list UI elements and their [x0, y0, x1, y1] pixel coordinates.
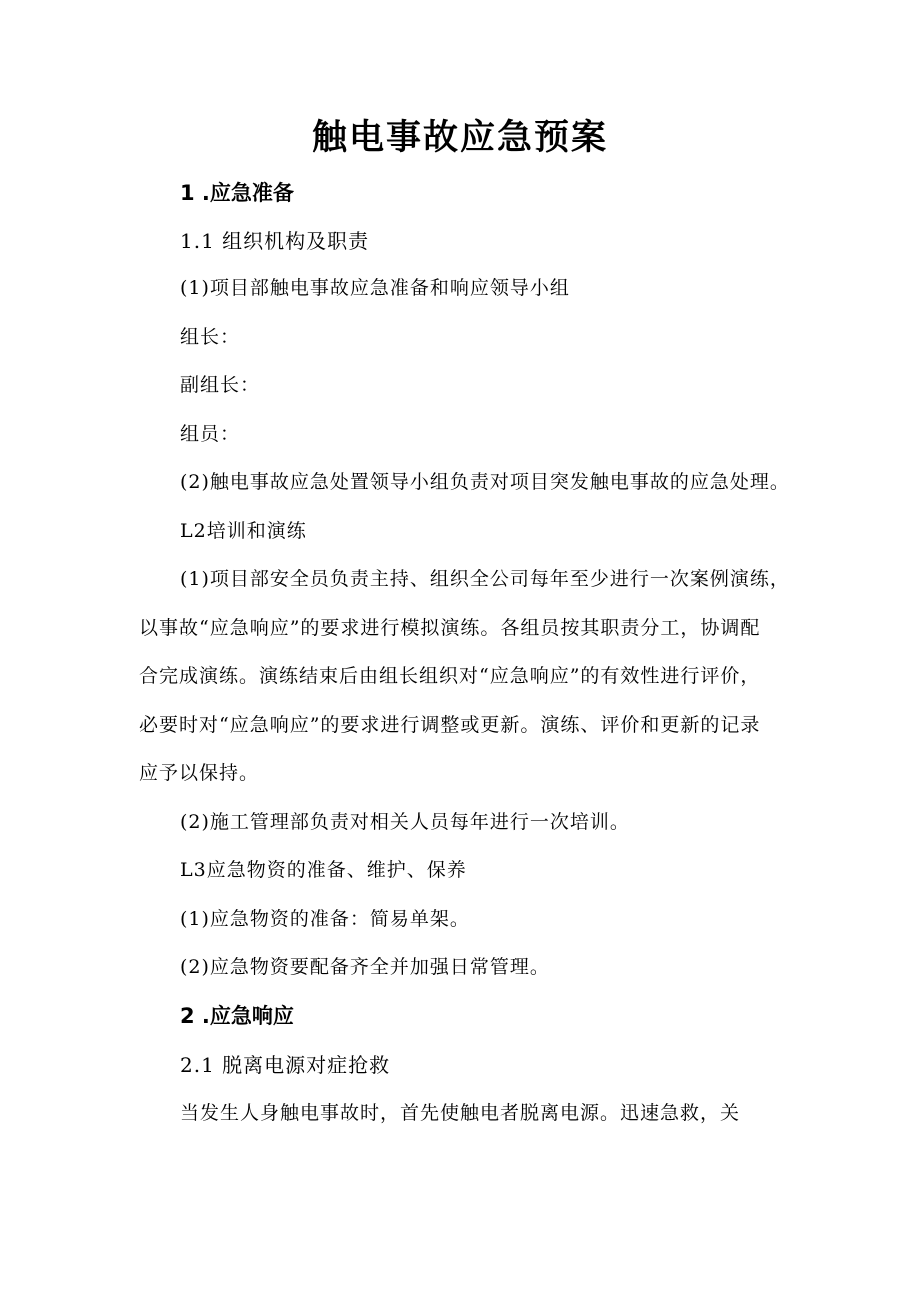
subsection-heading-1-2: L2培训和演练 — [180, 520, 307, 542]
section-heading-2: 2 .应急响应 — [180, 1004, 294, 1028]
section-heading-1: 1 .应急准备 — [180, 181, 294, 205]
paragraph-line: 副组长： — [180, 374, 261, 396]
paragraph-line: 应予以保持。 — [139, 762, 260, 784]
paragraph-line: (2)施工管理部负责对相关人员每年进行一次培训。 — [180, 811, 630, 833]
paragraph-line: 必要时对“应急响应”的要求进行调整或更新。演练、评价和更新的记录 — [139, 714, 761, 736]
paragraph-line: 以事故“应急响应”的要求进行模拟演练。各组员按其职责分工，协调配 — [139, 617, 761, 639]
paragraph-line: 组员： — [180, 423, 241, 445]
paragraph-line: 合完成演练。演练结束后由组长组织对“应急响应”的有效性进行评价， — [139, 665, 761, 687]
paragraph-line: 组长： — [180, 326, 241, 348]
paragraph-line: (1)项目部触电事故应急准备和响应领导小组 — [180, 277, 570, 299]
subsection-heading-2-1: 2.1 脱离电源对症抢救 — [180, 1053, 391, 1077]
subsection-heading-1-3: L3应急物资的准备、维护、保养 — [180, 859, 467, 881]
page-title: 触电事故应急预案 — [311, 117, 608, 158]
subsection-heading-1-1: 1.1 组织机构及职责 — [180, 229, 370, 253]
paragraph-line: 当发生人身触电事故时，首先使触电者脱离电源。迅速急救，关 — [180, 1102, 741, 1124]
paragraph-line: (2)触电事故应急处置领导小组负责对项目突发触电事故的应急处理。 — [180, 471, 790, 493]
paragraph-line: (1)项目部安全员负责主持、组织全公司每年至少进行一次案例演练， — [180, 568, 790, 590]
paragraph-line: (2)应急物资要配备齐全并加强日常管理。 — [180, 956, 550, 978]
paragraph-line: (1)应急物资的准备：简易单架。 — [180, 908, 470, 930]
